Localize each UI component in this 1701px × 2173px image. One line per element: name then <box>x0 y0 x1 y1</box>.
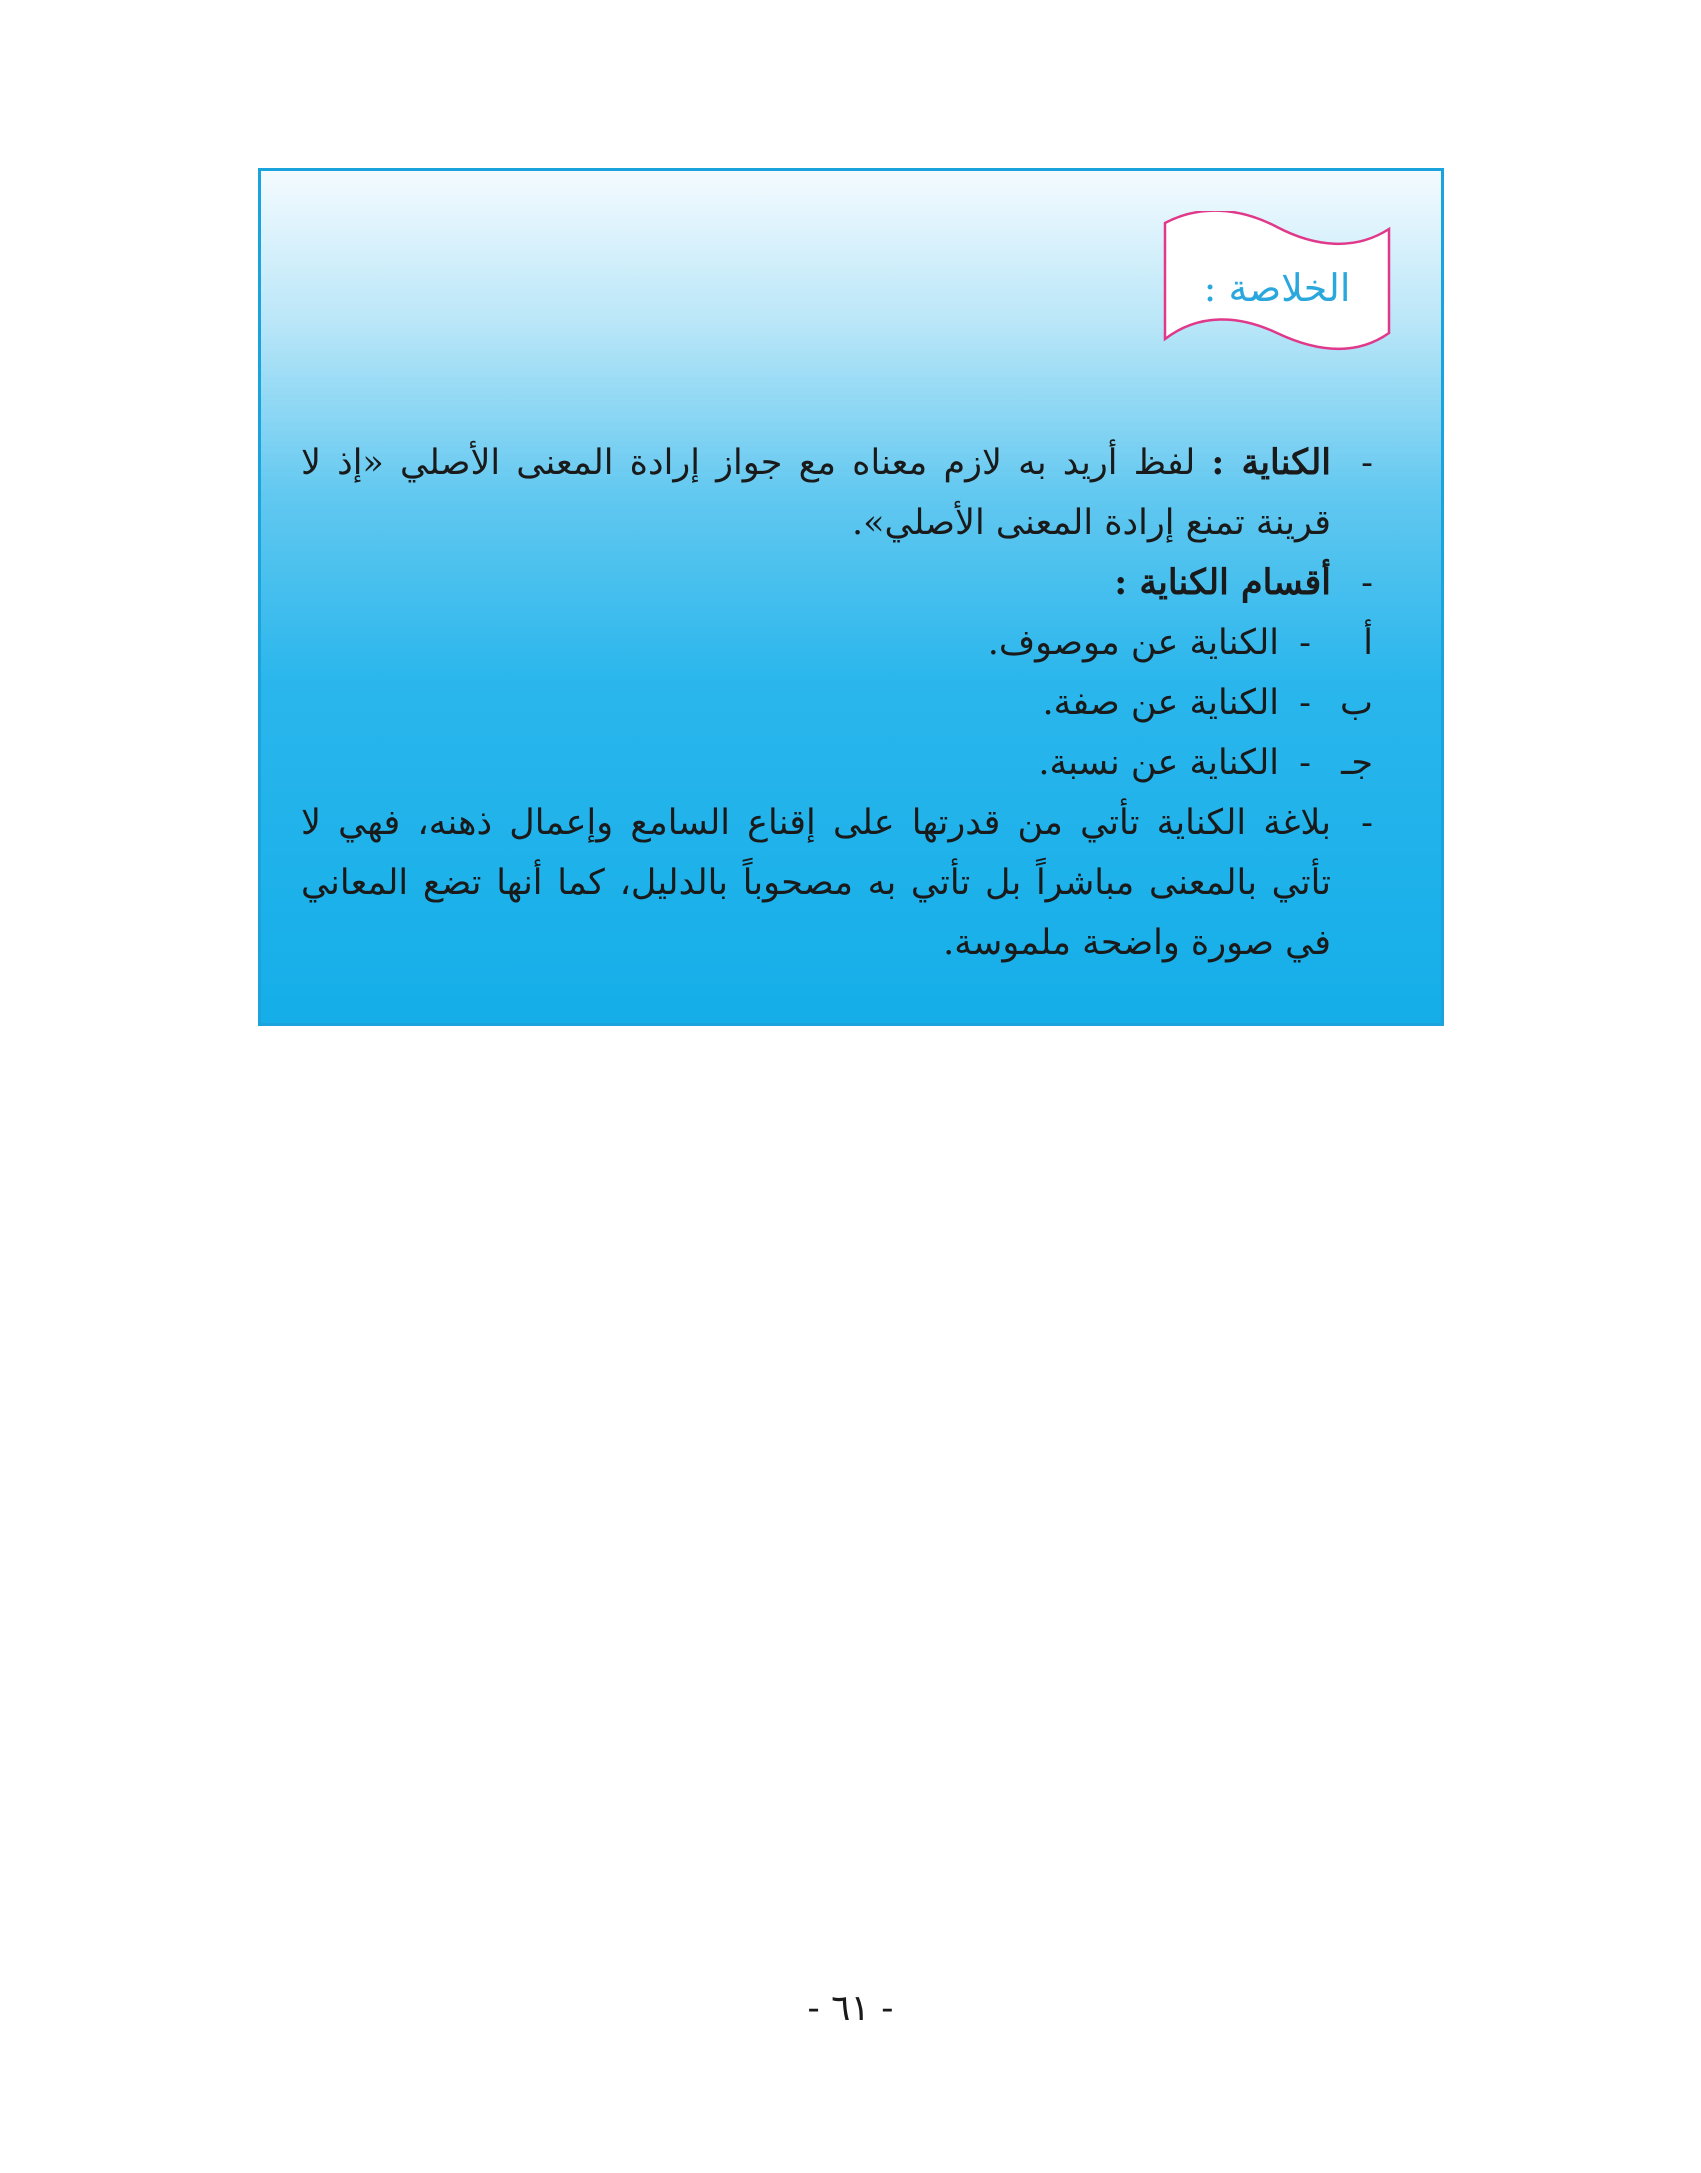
definition-paragraph <box>301 433 1373 553</box>
types-list <box>301 613 1373 793</box>
bullet-dash: - <box>1361 443 1373 483</box>
summary-content <box>301 433 1373 973</box>
types-heading-line <box>301 553 1373 613</box>
eloquence-paragraph <box>301 793 1373 973</box>
list-item-text: الكناية عن صفة. <box>1042 683 1279 723</box>
page-number: - ٦١ - <box>807 1988 894 2029</box>
list-item-text: الكناية عن نسبة. <box>1038 743 1279 783</box>
bullet-dash: - <box>1361 803 1373 843</box>
definition-text: لفظ أريد به لازم معناه مع جواز إرادة المعنى الأصلي «إذ لا قرينة تمنع إرادة المعنى الأصلي». <box>301 443 1331 543</box>
list-item <box>301 733 1373 793</box>
eloquence-text: بلاغة الكناية تأتي من قدرتها على إقناع السامع وإعمال ذهنه، فهي لا تأتي بالمعنى مباشراً بل تأتي به مصحوباً بالدليل، كما أنها تضع المعاني في صورة واضحة ملموسة. <box>301 803 1331 963</box>
summary-title: الخلاصة : <box>1203 266 1351 310</box>
list-item-text: الكناية عن موصوف. <box>987 623 1279 663</box>
list-item-dash: - <box>1299 683 1311 723</box>
summary-box <box>258 168 1444 1026</box>
list-item-dash: - <box>1299 743 1311 783</box>
list-item-letter: جـ <box>1341 743 1373 783</box>
list-item-dash: - <box>1299 623 1311 663</box>
list-item <box>301 613 1373 673</box>
list-item <box>301 673 1373 733</box>
bullet-dash: - <box>1361 563 1373 603</box>
definition-term: الكناية : <box>1211 442 1331 483</box>
list-item-letter: ب <box>1340 683 1373 723</box>
list-item-letter: أ <box>1363 623 1373 663</box>
types-heading: أقسام الكناية : <box>1114 562 1331 603</box>
summary-flag-banner <box>1159 211 1395 361</box>
